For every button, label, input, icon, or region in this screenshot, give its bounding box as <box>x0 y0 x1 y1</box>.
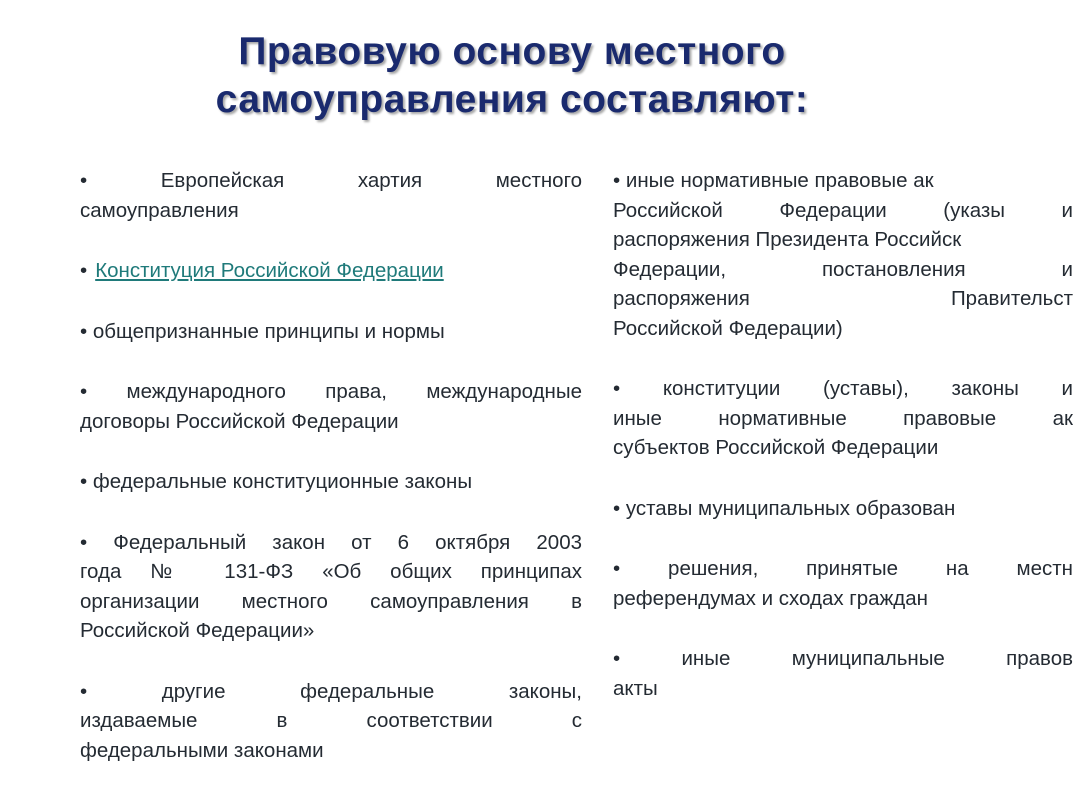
list-item-municipal-charters <box>613 494 1073 524</box>
list-item-constitution <box>80 256 582 286</box>
list-item-normative-acts-rf <box>613 166 1073 343</box>
list-item-subject-constitutions <box>613 374 1073 463</box>
title-line-2: самоуправления составляют: <box>215 78 809 121</box>
list-item-line: • Федеральный закон от 6 октября 2003 <box>80 530 582 554</box>
list-item-line: • другие федеральные законы, <box>80 679 582 703</box>
constitution-link[interactable]: Конституция Российской Федерации <box>95 259 444 282</box>
list-item-line: • конституции (уставы), законы и <box>613 377 1073 400</box>
list-item-line: федеральными законами <box>80 738 324 762</box>
list-item-line: • уставы муниципальных образован <box>613 496 956 520</box>
list-item-line: • иные нормативные правовые ак <box>613 169 934 192</box>
list-item-line: организации местного самоуправления в <box>80 589 582 613</box>
list-item-line: Федерации, постановления и <box>613 257 1073 281</box>
list-item-referendum-decisions <box>613 554 1073 613</box>
list-item-line: субъектов Российской Федерации <box>613 436 939 459</box>
title-line-1: Правовую основу местного <box>238 30 786 73</box>
right-column <box>613 166 1073 734</box>
left-column <box>80 166 582 796</box>
bullet-marker: • <box>80 259 88 282</box>
list-item-line: распоряжения Президента Российск <box>613 228 962 251</box>
list-item-line: • международного права, международные <box>80 380 582 403</box>
list-item-municipal-acts <box>613 644 1073 703</box>
list-item-line: года № 131-ФЗ «Об общих принципах <box>80 560 582 583</box>
list-item-line: • федеральные конституционные законы <box>80 470 473 493</box>
list-item-federal-constitutional-laws <box>80 467 582 497</box>
list-item-line: Российской Федерации» <box>80 619 315 642</box>
list-item-line: • Европейская хартия местного <box>80 169 582 192</box>
list-item-european-charter <box>80 166 582 225</box>
list-item-federal-law-131 <box>80 528 582 646</box>
list-item-line: издаваемые в соответствии с <box>80 709 582 732</box>
list-item-international-law <box>80 377 582 436</box>
list-item-line: Российской Федерации (указы и <box>613 198 1073 222</box>
list-item-line: • решения, принятые на местн <box>613 557 1073 580</box>
list-item-line: акты <box>613 676 658 700</box>
list-item-line: договоры Российской Федерации <box>80 409 399 433</box>
list-item-line: самоуправления <box>80 198 239 222</box>
list-item-principles <box>80 317 582 347</box>
list-item-line: иные нормативные правовые ак <box>613 406 1073 430</box>
slide-title <box>0 28 1024 124</box>
list-item-line: • общепризнанные принципы и нормы <box>80 319 445 343</box>
list-item-line: • иные муниципальные правов <box>613 647 1073 670</box>
list-item-line: распоряжения Правительст <box>613 287 1073 310</box>
list-item-other-federal-laws <box>80 677 582 766</box>
list-item-line: референдумах и сходах граждан <box>613 586 928 610</box>
list-item-line: Российской Федерации) <box>613 316 843 340</box>
